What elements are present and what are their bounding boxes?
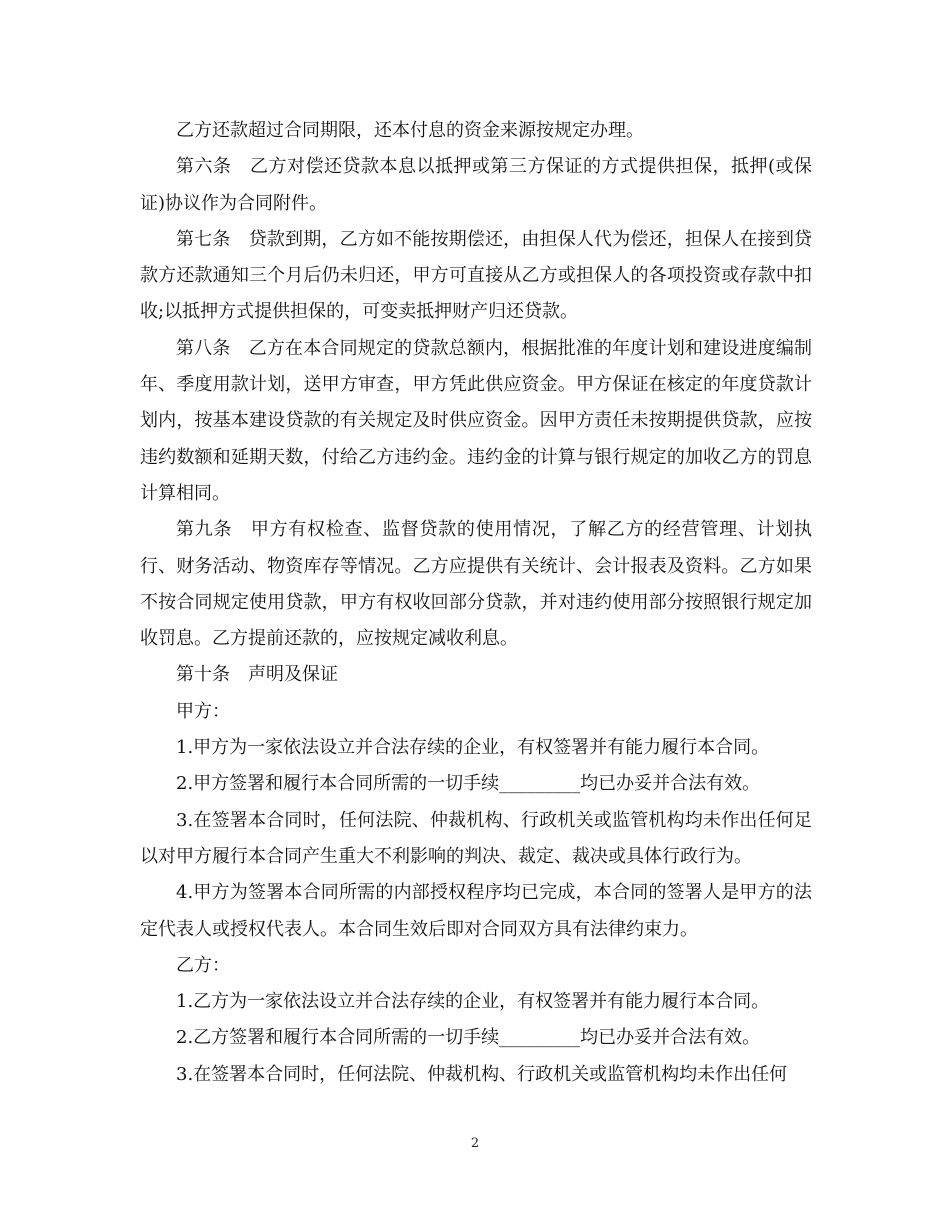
party-a-clause-4: 4.甲方为签署本合同所需的内部授权程序均已完成，本合同的签署人是甲方的法定代表人或授权代表人。本合同生效后即对合同双方具有法律约束力。 — [140, 882, 812, 940]
party-a-clause-3: 3.在签署本合同时，任何法院、仲裁机构、行政机关或监管机构均未作出任何足以对甲方履行本合同产生重大不利影响的判决、裁定、裁决或具体行政行为。 — [140, 809, 812, 867]
party-b-clause-1: 1.乙方为一家依法设立并合法存续的企业，有权签署并有能力履行本合同。 — [176, 991, 770, 1013]
paragraph-article-8: 第八条 乙方在本合同规定的贷款总额内，根据批准的年度计划和建设进度编制年、季度用款计划，送甲方审查，甲方凭此供应资金。甲方保证在核定的年度贷款计划内，按基本建设贷款的有关规定及时供应资金。因甲方责任未按期提供贷款，应按违约数额和延期天数，付给乙方违约金。违约金的计算与银行规定的加收乙方的罚息计算相同。 — [140, 337, 812, 504]
paragraph-article-9: 第九条 甲方有权检查、监督贷款的使用情况，了解乙方的经营管理、计划执行、财务活动、物资库存等情况。乙方应提供有关统计、会计报表及资料。乙方如果不按合同规定使用贷款，甲方有权收回部分贷款，并对违约使用部分按照银行规定加收罚息。乙方提前还款的，应按规定减收利息。 — [140, 519, 812, 650]
paragraph-article-7: 第七条 贷款到期，乙方如不能按期偿还，由担保人代为偿还，担保人在接到贷款方还款通知三个月后仍未归还，甲方可直接从乙方或担保人的各项投资或存款中扣收;以抵押方式提供担保的，可变卖抵押财产归还贷款。 — [140, 228, 812, 323]
party-a-clause-2: 2.甲方签署和履行本合同所需的一切手续_________均已办妥并合法有效。 — [176, 773, 761, 795]
paragraph-article-10-heading: 第十条 声明及保证 — [176, 664, 338, 686]
paragraph-article-6: 第六条 乙方对偿还贷款本息以抵押或第三方保证的方式提供担保，抵押(或保证)协议作为合同附件。 — [140, 156, 812, 214]
party-b-clause-2: 2.乙方签署和履行本合同所需的一切手续_________均已办妥并合法有效。 — [176, 1027, 761, 1049]
party-a-clause-1: 1.甲方为一家依法设立并合法存续的企业，有权签署并有能力履行本合同。 — [176, 737, 770, 759]
paragraph-repayment-source: 乙方还款超过合同期限，还本付息的资金来源按规定办理。 — [176, 120, 644, 141]
party-b-heading: 乙方： — [176, 954, 230, 976]
party-b-clause-3: 3.在签署本合同时，任何法院、仲裁机构、行政机关或监管机构均未作出任何 — [176, 1063, 788, 1085]
party-a-heading: 甲方： — [176, 700, 230, 722]
page-number: 2 — [470, 1136, 480, 1151]
document-body — [140, 113, 812, 1093]
